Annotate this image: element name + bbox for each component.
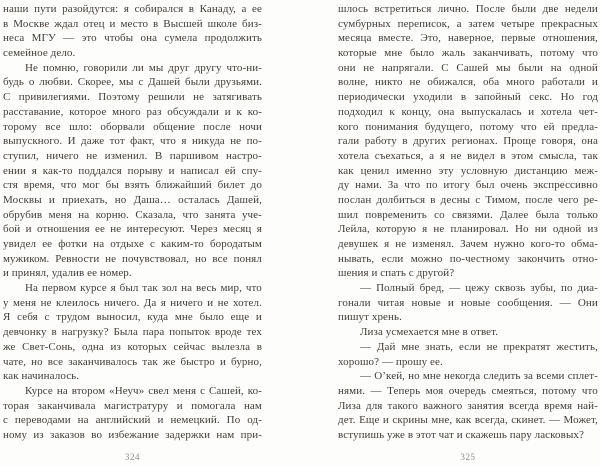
text-line: чате, но все заканчивалось так же быстро и бурно, [3, 355, 262, 368]
text-line: Москвы и приехать, но Даша… осталась Дашей, [3, 193, 262, 206]
text-line: торому все шло: оборвали общение после ночи [3, 120, 262, 133]
text-line: у меня не клеилось ничего. Да я ничего и не хотел. [3, 296, 262, 309]
text-line: Лейла, которую я не планировал. Но ни одной из [338, 223, 598, 236]
text-line: периодически уходили в запойный секс. Но год [338, 91, 598, 104]
text-line: месяца вместе. Это, наверное, первые отношения, [338, 32, 598, 45]
text-line: шения и спать с другой? [338, 267, 455, 280]
left-page-text [3, 2, 262, 443]
text-line: девушек я не изменял. Зачем нужно кого-то обма- [338, 238, 598, 250]
text-line: выпускного. И даже тот факт, что я никуда не по- [3, 135, 262, 148]
text-line: С привилегиями. Поэтому решили не затягивать [3, 91, 262, 104]
text-line: На первом курсе я был так зол на весь мир, что [25, 282, 262, 295]
text-line: расставание, которое много раз обсуждали и к ко- [3, 105, 262, 118]
text-line: дет. Еще и скрины мне, как всегда, скинет. — Может, [338, 414, 598, 427]
left-page-number: 324 [124, 452, 141, 462]
text-line: ении я как-то поддался порыву и написал ей спу- [3, 164, 262, 177]
text-line: ступил, ничего не изменил. В паршивом настро- [3, 149, 262, 162]
text-line: нывать, если можно по-честному закончить отно- [338, 252, 598, 265]
text-line: Курсе на втором «Неуч» свел меня с Сашей, ко- [25, 384, 262, 397]
text-line: ному из заказов во избежание задержки нам при- [3, 428, 262, 441]
text-line: шлось встретиться лично. После были две недели [338, 3, 598, 15]
text-line: Я себя с трудом выносил, куда мне было еще и [3, 311, 262, 324]
text-line: пишут хрень. [338, 311, 402, 324]
text-line: наши пути разойдутся: я собирался в Канаду, а ее [3, 3, 262, 15]
text-line: кого понимания будущего, потому что ей предла- [338, 120, 598, 133]
text-line: сумбурных переписок, а затем четыре прекрасных [338, 17, 598, 30]
text-line: семейное дело. [3, 47, 76, 60]
text-line: хорошо? — прошу ее. [338, 355, 443, 368]
text-line: гали работу в других регионах. Проще говоря, она [338, 135, 598, 148]
text-line: будь о любви. Скорее, мы с Дашей были друзьями. [3, 76, 262, 89]
text-line: ду нами. За что по итогу был очень экспрессивно [338, 179, 598, 192]
text-line: — Полный бред, — цежу сквозь зубы, по диа- [360, 282, 598, 295]
text-line: как ценил именно эту условную дистанцию меж- [338, 164, 598, 177]
text-line: которые мне было жаль заканчивать, потому что [338, 47, 598, 60]
text-line: увидел ее фотки на отдыхе с каким-то бородатым [3, 238, 262, 250]
text-line: гонали читая новые и новые сообщения. — Они [338, 296, 598, 309]
text-line: стя время, что мог бы взять ближайший билет до [3, 179, 262, 192]
text-line: обрубив меня на корню. Сказала, что занята уче- [3, 208, 262, 221]
text-line: хотела съехаться, а я не видел в этом смысла, так [338, 149, 598, 162]
text-line: — Дай мне знать, если не прекратят жестить, [360, 340, 598, 353]
text-line: шил повременить со связями. Далее была только [338, 208, 598, 221]
right-page-number: 325 [460, 452, 476, 462]
text-line: Лиза для такого важного занятия всегда время най- [338, 399, 598, 412]
text-line: торая заканчивала магистратуру и помогала нам [3, 399, 262, 412]
text-line: девчонку в нагрузку? Была пара попыток вроде тех [3, 326, 262, 339]
text-line: бой и отношения ее не интересуют. Через месяц я [3, 223, 262, 236]
text-line: Лиза усмехается мне в ответ. [360, 326, 499, 339]
text-line: вступишь уже в этот чат и скажешь пару ласковых? [338, 428, 585, 441]
text-line: они не напрягали. С Сашей мы были на одной [338, 61, 598, 74]
right-page-text [338, 2, 598, 443]
text-line: — О’кей, но мне некогда следить за всеми сплет- [360, 370, 598, 383]
text-line: нями. — Теперь моя очередь смеяться, потому что [338, 384, 598, 397]
text-line: неса МГУ — это чтобы она сумела продолжить [3, 32, 262, 45]
text-line: как начиналось. [3, 370, 80, 383]
text-line: Не помню, говорили ли мы друг другу что-ни- [25, 61, 262, 74]
text-line: волне, никто не обижался, оба много работали и [338, 76, 598, 89]
text-line: и принял, удалив ее номер. [3, 267, 132, 280]
text-line: мужиком. Ревности не почувствовал, но все понял [3, 252, 262, 265]
text-line: подходил к концу, она выпускалась и хотела чет- [338, 105, 598, 118]
text-line: в Москве ждал отец и место в Высшей школе биз- [3, 17, 262, 30]
text-line: же Свет-Сонь, одна из которых сейчас вылезла в [3, 340, 262, 353]
text-line: с переводами на английский и немецкий. По од- [3, 414, 262, 427]
text-line: послан долбиться в десны с Тимом, после чего ре- [338, 193, 598, 206]
